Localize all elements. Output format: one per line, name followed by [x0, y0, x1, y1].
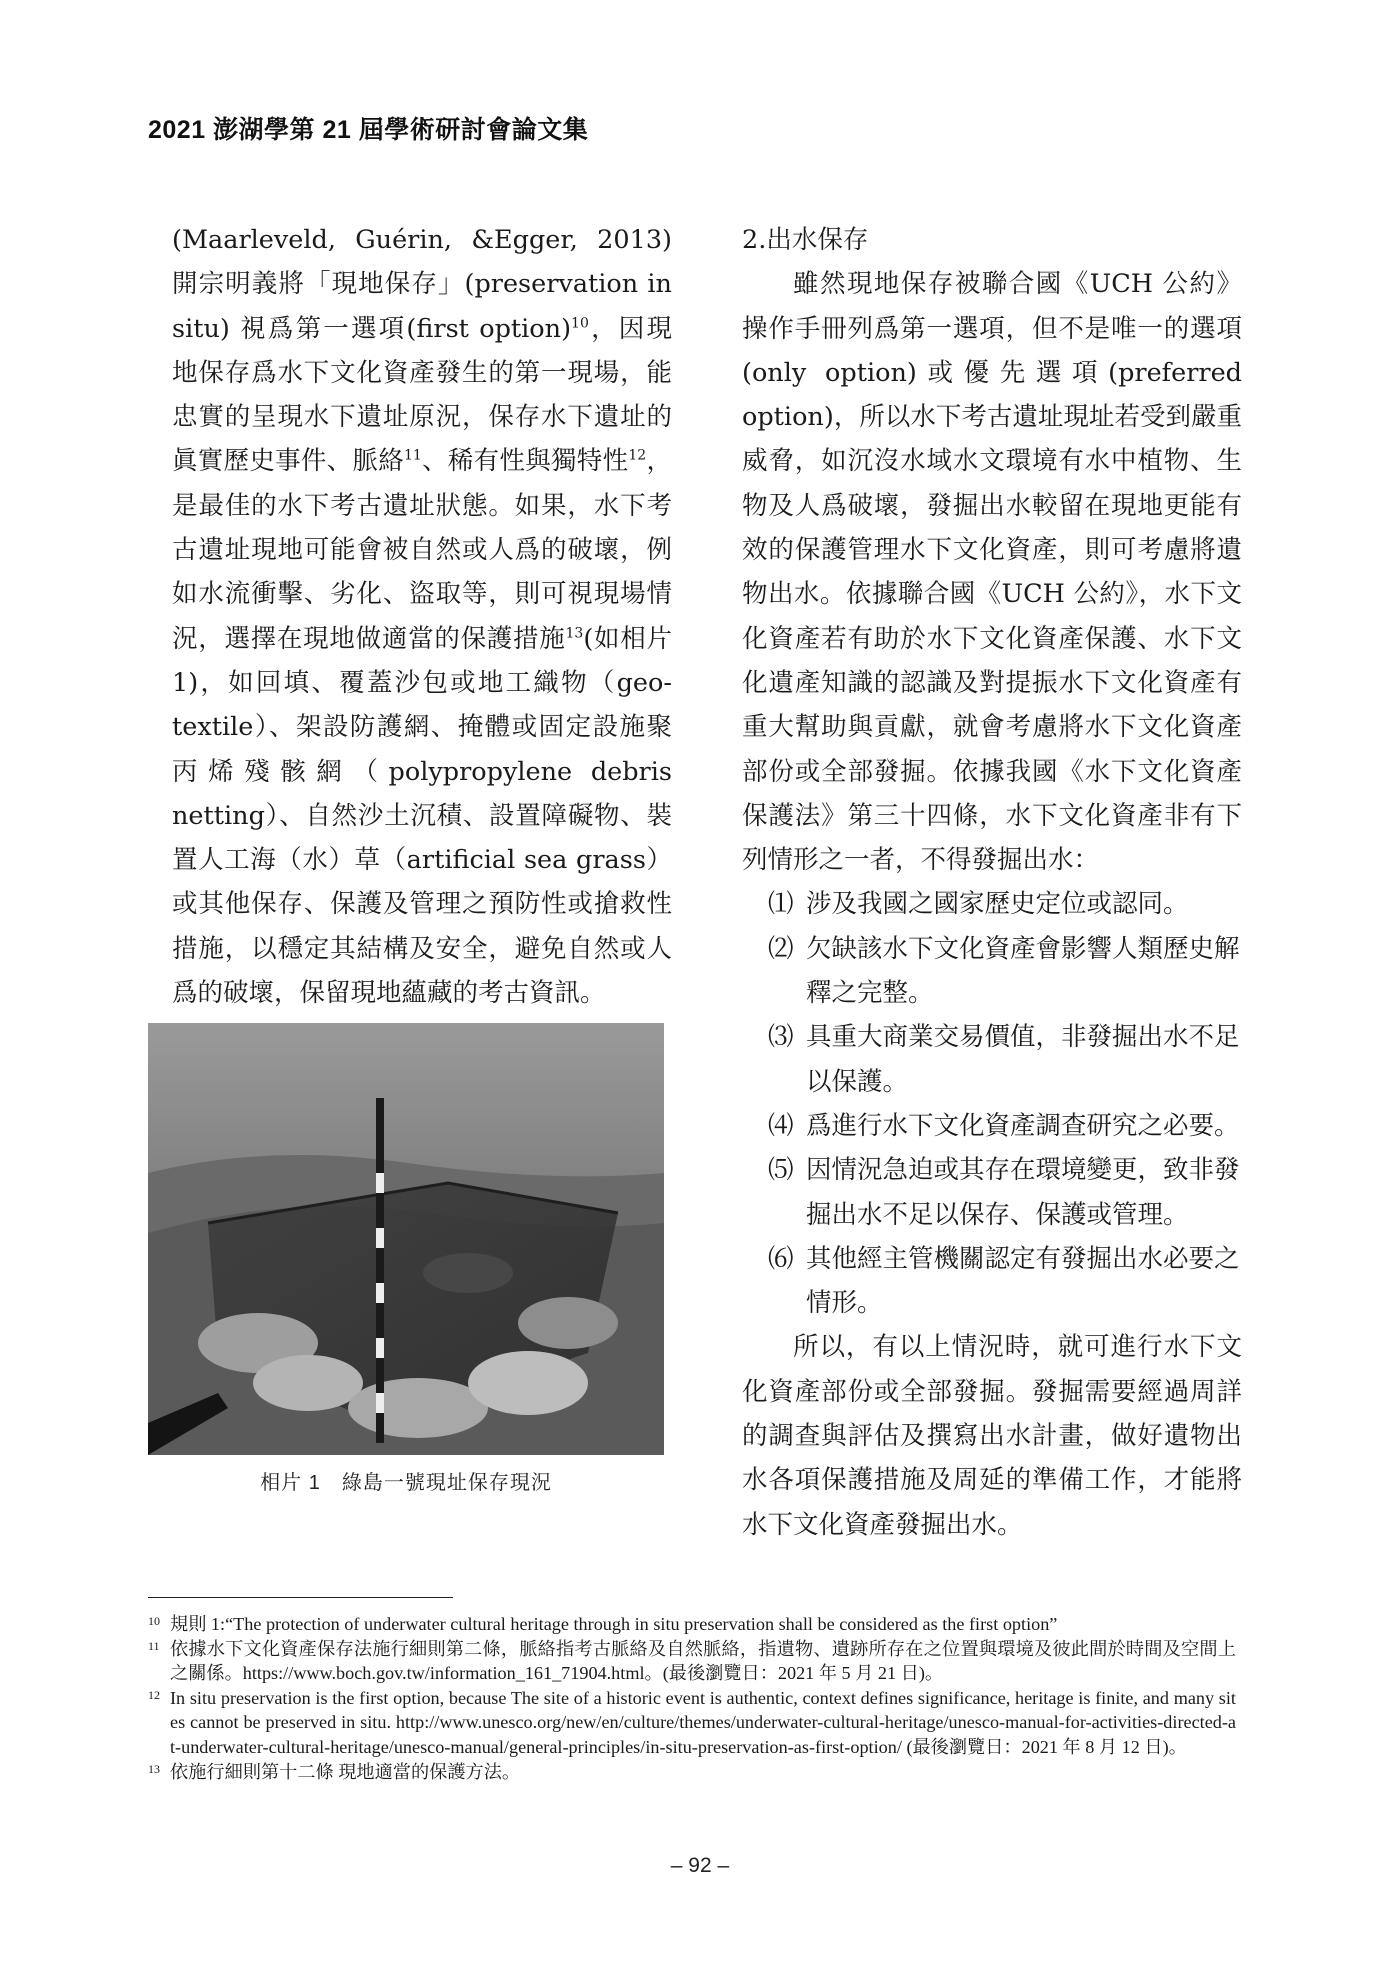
footnote-ref-11[interactable]: 11	[404, 447, 422, 464]
footnote-number: 12	[148, 1687, 160, 1702]
footnote-text: 規則 1:“The protection of underwater cultural heritage through in situ preservation shall be considered as the first option”	[170, 1614, 1058, 1634]
list-item	[768, 882, 1242, 926]
list-item-number: ⑷	[768, 1110, 794, 1141]
list-item-number: ⑵	[768, 933, 794, 964]
footnote-divider	[148, 1597, 453, 1598]
footnote-12	[148, 1686, 1236, 1760]
list-item-number: ⑶	[768, 1022, 794, 1053]
list-item-number: ⑹	[768, 1243, 794, 1274]
right-paragraph-2: 所以，有以上情況時，就可進行水下文化資產部份或全部發掘。發掘需要經過周詳的調查與評估及撰寫出水計畫，做好遺物出水各項保護措施及周延的準備工作，才能將水下文化資產發掘出水。	[742, 1332, 1242, 1540]
footnote-13	[148, 1760, 1236, 1785]
list-item-text: 具重大商業交易價值，非發掘出水不足以保護。	[806, 1022, 1240, 1097]
footnote-number: 13	[148, 1761, 160, 1776]
list-item	[768, 1015, 1242, 1104]
footnote-text: 依施行細則第十二條 現地適當的保護方法。	[170, 1761, 521, 1782]
footnote-number: 11	[148, 1638, 160, 1653]
right-column	[742, 218, 1242, 1547]
footnote-number: 10	[148, 1614, 160, 1628]
list-item-number: ⑸	[768, 1155, 794, 1186]
right-paragraph-1: 雖然現地保存被聯合國《UCH 公約》操作手冊列爲第一選項，但不是唯一的選項(only option)或優先選項(preferred option)，所以水下考古遺址現址若受到嚴重威脅，如沉沒水域水文環境有水中植物、生物及人爲破壞，發掘出水較留在現地更能有效的保護管理水下文化資產，則可考慮將遺物出水。依據聯合國《UCH 公約》，水下文化資產若有助於水下文化資產保護、水下文化遺產知識的認識及對提振水下文化資產有重大幫助與貢獻，就會考慮將水下文化資產部份或全部發掘。依據我國《水下文化資產保護法》第三十四條，水下文化資產非有下列情形之一者，不得發掘出水：	[742, 269, 1242, 876]
list-item-number: ⑴	[768, 889, 794, 920]
footnote-11	[148, 1637, 1236, 1686]
text-segment: ，因現地保存爲水下文化資產發生的第一現場，能忠實的呈現水下遺址原況，保存水下遺址的眞實歷史事件、脈絡	[172, 313, 672, 477]
list-item-text: 其他經主管機關認定有發掘出水必要之情形。	[806, 1243, 1240, 1319]
footnotes	[148, 1612, 1236, 1784]
text-segment: (如相片 1)，如回填、覆蓋沙包或地工織物（geo-textile）、架設防護網、掩體或固定設施聚丙烯殘骸網（polypropylene debris netting）、自然沙土沉積、設置障礙物、裝置人工海（水）草（artificial sea grass）或其他保存、保護及管理之預防性或搶救性措施，以穩定其結構及安全，避免自然或人爲的破壞，保留現地蘊藏的考古資訊。	[172, 623, 672, 1009]
footnote-text[interactable]: In situ preservation is the first option, because The site of a historic event is authentic, context defines significance, heritage is finite, and many sites cannot be preserved in situ. http://www.unesco.org/new/en/culture/themes/underwater-cultural-heritage/unesco-manual-for-activities-directed-at-underwater-cultural-heritage/unesco-manual/general-principles/in-situ-preservation-as-first-option/ (最後瀏覽日：2021 年 8 月 12 日)。	[170, 1687, 1236, 1757]
footnote-10	[148, 1612, 1236, 1637]
list-item	[768, 1104, 1242, 1148]
conditions-list	[742, 882, 1242, 1325]
footnote-ref-13[interactable]: 13	[565, 625, 584, 642]
running-header: 2021 澎湖學第 21 屆學術研討會論文集	[148, 116, 589, 144]
photo-caption: 相片 1 綠島一號現址保存現況	[260, 1472, 552, 1494]
section-title: 2.出水保存	[742, 225, 869, 255]
text-segment: 、稀有性與獨特性	[421, 446, 629, 477]
list-item	[768, 927, 1242, 1016]
photo-image	[148, 1023, 664, 1455]
list-item-text: 因情況急迫或其存在環境變更，致非發掘出水不足以保存、保護或管理。	[806, 1155, 1240, 1230]
footnote-text[interactable]: 依據水下文化資產保存法施行細則第二條，脈絡指考古脈絡及自然脈絡，指遺物、遺跡所存在之位置與環境及彼此間於時間及空間上之關係。https://www.boch.gov.tw/information_161_71904.html。(最後瀏覽日：2021 年 5 月 21 日)。	[170, 1638, 1236, 1684]
left-column	[172, 218, 672, 1015]
footnote-ref-12[interactable]: 12	[628, 447, 647, 464]
list-item	[768, 1148, 1242, 1237]
left-paragraph	[172, 218, 672, 1015]
page-number: – 92 –	[670, 1854, 730, 1877]
footnote-ref-10[interactable]: 10	[571, 315, 589, 332]
text-segment: (Maarleveld, Guérin, &Egger, 2013) 開宗明義將「現地保存」(preservation in situ) 視爲第一選項(first option)	[172, 225, 672, 344]
list-item-text: 欠缺該水下文化資產會影響人類歷史解釋之完整。	[806, 933, 1240, 1009]
list-item	[768, 1237, 1242, 1326]
underwater-site-photo	[148, 1023, 664, 1455]
list-item-text: 涉及我國之國家歷史定位或認同。	[806, 889, 1189, 920]
text-segment: ，是最佳的水下考古遺址狀態。如果，水下考古遺址現地可能會被自然或人爲的破壞，例如水流衝擊、劣化、盜取等，則可視現場情況，選擇在現地做適當的保護措施	[172, 446, 672, 654]
list-item-text: 爲進行水下文化資產調查研究之必要。	[806, 1110, 1240, 1141]
